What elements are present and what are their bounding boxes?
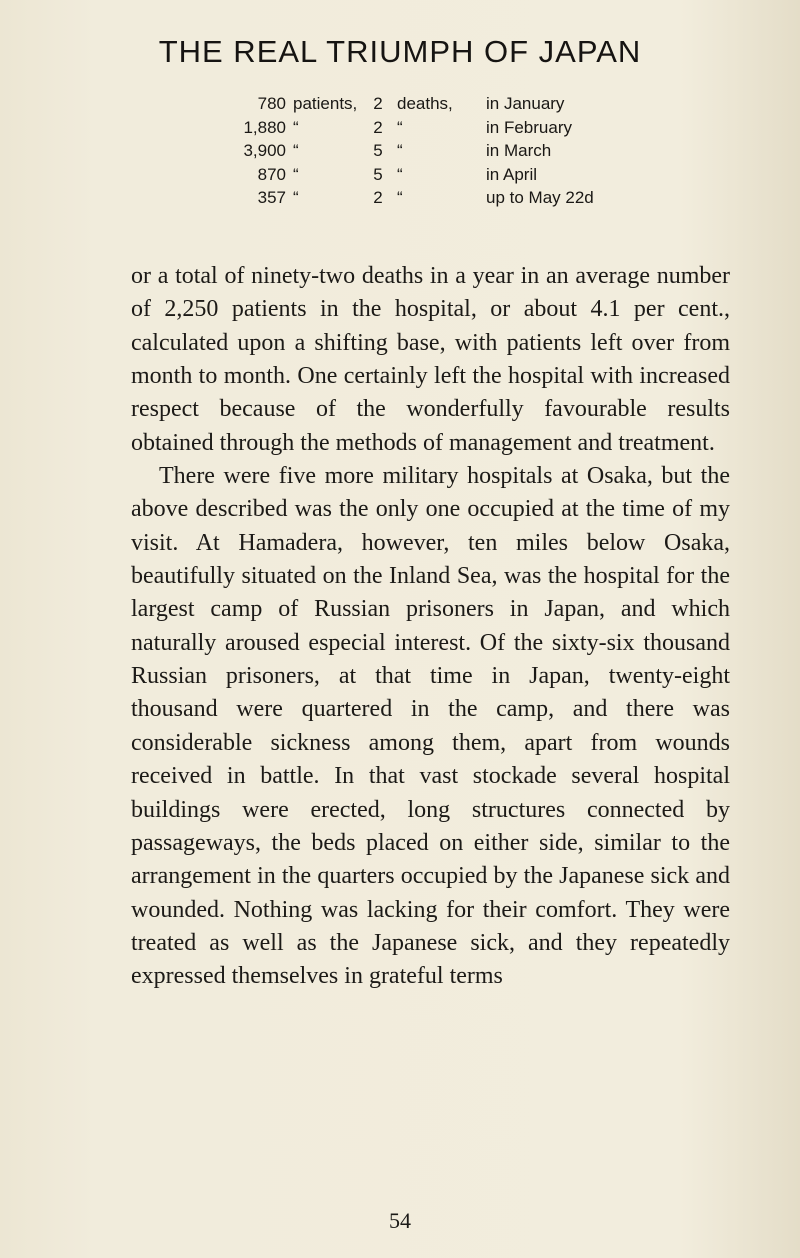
ditto-mark: “ [397, 188, 403, 207]
month-label: in April [486, 164, 538, 184]
deaths-count: 5 [373, 141, 383, 160]
deaths-count: 2 [373, 188, 383, 207]
statistics-row [0, 118, 800, 142]
statistics-row [0, 188, 800, 212]
ditto-mark: “ [397, 141, 403, 160]
statistics-row [0, 165, 800, 189]
ditto-mark: “ [293, 141, 299, 160]
patients-count: 357 [257, 188, 286, 207]
ditto-mark: “ [293, 117, 299, 137]
page-number: 54 [389, 1208, 411, 1233]
deaths-count: 2 [373, 94, 383, 113]
monthly-statistics-table [0, 94, 800, 212]
month-label: up to May 22d [486, 188, 594, 207]
deaths-label: deaths, [397, 94, 453, 113]
month-label: in February [486, 117, 572, 137]
paragraph: There were five more military hospitals at Osaka, but the above described was the only one occupied at the time of my visit. At Hamadera, however, ten miles below Osaka, beautifully situated on the Inland Sea, was the hospital for the largest camp of Russian prisoners in Japan, and which naturally aroused especial interest. Of the sixty-six thousand Russian prisoners, at that time in Japan, twenty-eight thousand were quartered in the camp, and there was considerable sickness among them, apart from wounds received in battle. In that vast stockade several hospital buildings were erected, long structures connected by passageways, the beds placed on either side, similar to the arrangement in the quarters occupied by the Japanese sick and wounded. Nothing was lacking for their comfort. They were treated as well as the Japanese sick, and they repeatedly expressed themselves in grateful terms [131, 463, 730, 990]
ditto-mark: “ [293, 164, 299, 184]
ditto-mark: “ [397, 164, 403, 184]
patients-count: 3,900 [243, 141, 286, 160]
ditto-mark: “ [397, 117, 403, 137]
running-head: THE REAL TRIUMPH OF JAPAN [158, 34, 642, 69]
patients-label: patients, [293, 94, 358, 113]
patients-count: 780 [257, 94, 286, 113]
ditto-mark: “ [293, 188, 299, 207]
statistics-row [0, 141, 800, 165]
deaths-count: 2 [373, 117, 383, 137]
patients-count: 1,880 [243, 117, 286, 137]
body-text [131, 260, 730, 994]
month-label: in March [486, 141, 552, 160]
deaths-count: 5 [373, 164, 383, 184]
paragraph: or a total of ninety-two deaths in a year in an average number of 2,250 patients in the hospital, or about 4.1 per cent., calculated upon a shifting base, with patients left over from month to month. One certainly left the hospital with increased respect because of the wonderfully favourable results obtained through the methods of management and treatment. [131, 263, 730, 456]
month-label: in January [486, 94, 565, 113]
patients-count: 870 [257, 164, 286, 184]
statistics-row [0, 94, 800, 118]
